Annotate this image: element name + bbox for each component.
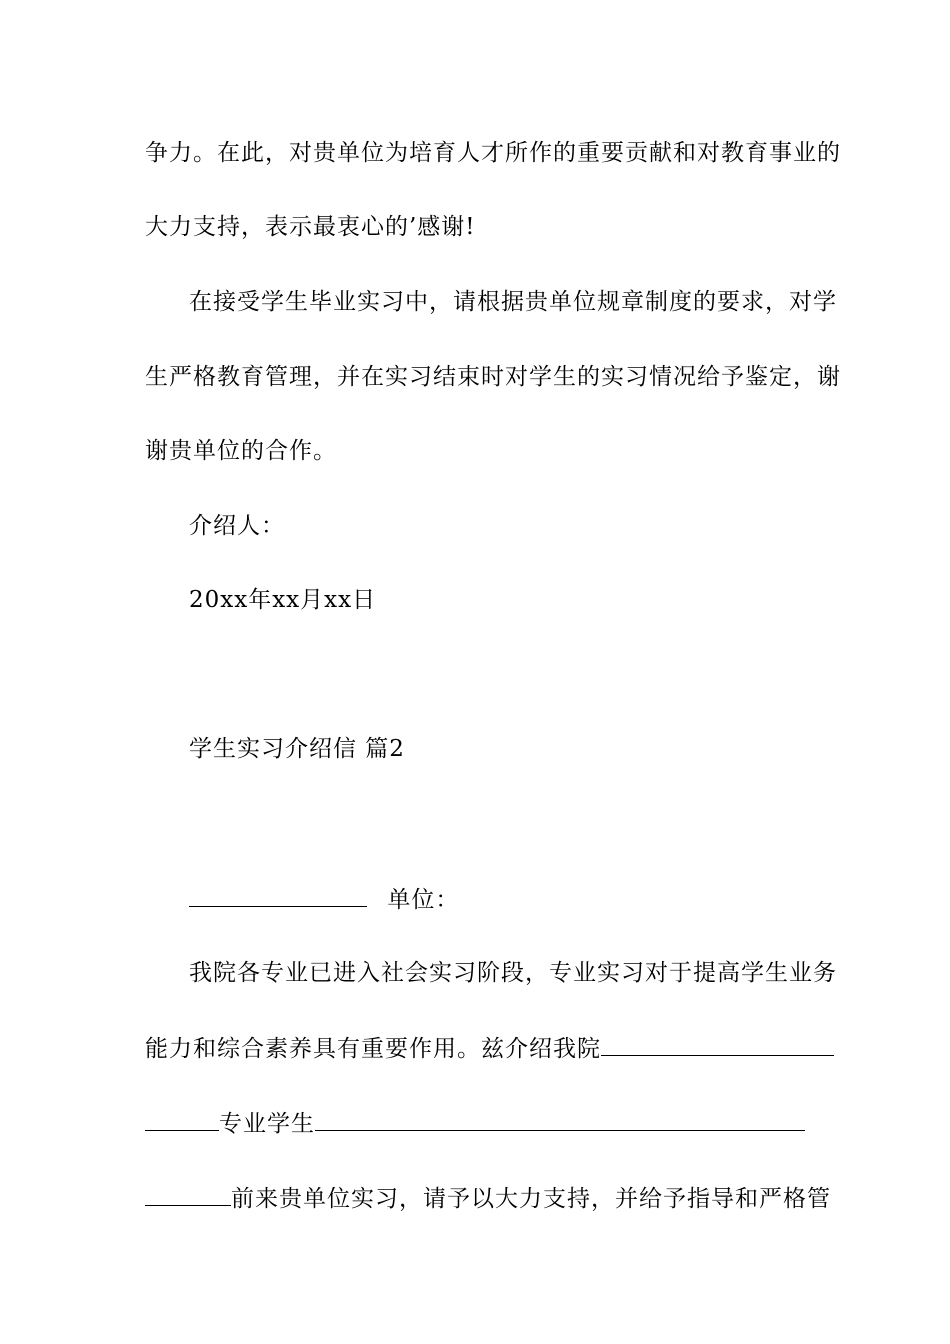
blank-field (189, 884, 367, 907)
blank-field (145, 1108, 219, 1131)
recipient-line (189, 884, 805, 915)
date-line: 20xx年xx月xx日 (189, 587, 377, 613)
paragraph-line: 生严格教育管理，并在实习结束时对学生的实习情况给予鉴定，谢 (145, 364, 841, 390)
paragraph-text: 能力和综合素养具有重要作用。兹介绍我院 (145, 1036, 601, 1062)
paragraph-line: 争力。在此，对贵单位为培育人才所作的重要贡献和对教育事业的 (145, 140, 841, 166)
section-title: 学生实习介绍信 篇2 (189, 736, 405, 762)
paragraph-text: 前来贵单位实习，请予以大力支持，并给予指导和严格管 (231, 1186, 831, 1212)
blank-field (601, 1033, 834, 1056)
blank-field (315, 1108, 805, 1131)
paragraph-line (145, 1183, 831, 1214)
paragraph-line: 在接受学生毕业实习中，请根据贵单位规章制度的要求，对学 (189, 289, 837, 315)
paragraph-line (145, 1033, 805, 1064)
paragraph-line: 谢贵单位的合作。 (145, 438, 337, 464)
paragraph-line (145, 1108, 805, 1139)
blank-field (145, 1183, 231, 1206)
recipient-label: 单位： (387, 887, 460, 913)
paragraph-line: 大力支持，表示最衷心的’感谢! (145, 214, 476, 240)
paragraph-line: 我院各专业已进入社会实习阶段，专业实习对于提高学生业务 (189, 960, 837, 986)
major-label: 专业学生 (219, 1111, 315, 1137)
introducer-label: 介绍人： (189, 513, 285, 539)
